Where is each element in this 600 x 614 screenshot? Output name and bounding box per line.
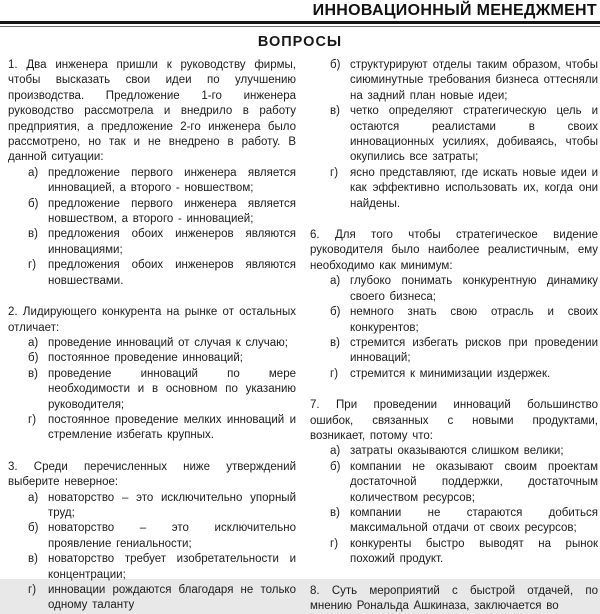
- answer-option: [310, 444, 598, 459]
- two-column-layout: [0, 50, 600, 614]
- answer-option: [8, 521, 296, 552]
- option-text: предложение первого инженера является инновацией, а второго - новшеством;: [48, 166, 296, 195]
- question-number: 6.: [310, 229, 320, 242]
- answer-option: [310, 305, 598, 336]
- option-label: б): [28, 197, 39, 210]
- answer-option: [8, 166, 296, 197]
- question-number: 8.: [310, 584, 320, 597]
- answer-option: [310, 506, 598, 537]
- option-text: глубоко понимать конкурентную динамику своего бизнеса;: [350, 275, 598, 303]
- answer-option: [310, 274, 598, 305]
- answer-option: [8, 367, 296, 413]
- option-text: предложения обоих инженеров являются инновациями;: [48, 228, 296, 256]
- answer-option: [8, 258, 296, 289]
- option-label: г): [28, 413, 37, 426]
- answer-option: [310, 460, 598, 506]
- answer-option: [8, 351, 296, 366]
- option-text: затраты оказываются слишком велики;: [350, 445, 564, 458]
- option-text: предложения обоих инженеров являются новшествами.: [48, 259, 296, 287]
- option-text: компании не стараются добиться максимальной отдачи от своих ресурсов;: [350, 506, 598, 535]
- question-intro: [310, 398, 598, 444]
- option-text: стремится избегать рисков при проведении инноваций;: [350, 336, 598, 365]
- option-label: в): [330, 506, 340, 519]
- question-block: [310, 398, 598, 567]
- question-text: При проведении инноваций большинство ошибок, связанных с новыми продуктами, возникает, потому что:: [310, 399, 598, 442]
- option-text: ясно представляют, где искать новые идеи и как эффективно использовать их, когда они найдены.: [350, 166, 598, 210]
- option-text: конкуренты быстро выводят на рынок похожий продукт.: [350, 537, 598, 566]
- option-label: б): [28, 352, 39, 365]
- question-number: 3.: [8, 460, 18, 473]
- question-intro: [310, 228, 598, 274]
- option-label: б): [28, 522, 39, 535]
- header-rule-thick-line: [0, 21, 600, 24]
- left-column: [8, 58, 296, 614]
- question-block: [8, 460, 296, 614]
- option-text: новаторство требует изобретательности и концентрации;: [48, 553, 296, 581]
- option-text: немного знать свою отрасль и своих конкурентов;: [350, 306, 598, 334]
- option-text: четко определяют стратегическую цель и остаются реалистами в своих инновационных усилиях, добиваясь, чтобы окупились все затраты;: [350, 105, 598, 164]
- question-intro: [8, 460, 296, 491]
- answer-option: [8, 583, 296, 614]
- option-label: г): [28, 259, 37, 272]
- question-text: Два инженера пришли к руководству фирмы, чтобы высказать свои идеи по улучшению производства. Предложение 1-го инженера руководство рассмотрела и внедрило в работу предприятия, а предложение 2-го инженера было рассмотрено, но так и не внедрено в работу. В данной ситуации:: [8, 59, 296, 164]
- right-column: [310, 58, 598, 614]
- question-intro: [8, 305, 296, 336]
- section-title: ВОПРОСЫ: [257, 34, 343, 50]
- option-label: в): [28, 553, 38, 566]
- option-label: а): [28, 166, 39, 179]
- option-text: проведение инноваций по мере необходимости и в основном по указанию руководителя;: [48, 367, 296, 411]
- answer-option: [8, 552, 296, 583]
- question-block: [8, 58, 296, 289]
- option-text: компании не оказывают своим проектам достаточной поддержки, достаточным количеством ресурсов;: [350, 460, 598, 504]
- option-label: в): [28, 228, 38, 241]
- answer-option: [8, 227, 296, 258]
- option-label: б): [330, 59, 341, 71]
- option-label: а): [330, 445, 341, 458]
- question-intro: [8, 58, 296, 166]
- option-label: а): [28, 491, 39, 504]
- question-text: Среди перечисленных ниже утверждений выберите неверное:: [8, 460, 296, 489]
- question-text: Для того чтобы стратегическое видение руководителя было наиболее реалистичным, ему необходимо как минимум:: [310, 229, 598, 272]
- option-label: в): [330, 105, 340, 118]
- answer-option: [310, 166, 598, 212]
- option-text: предложение первого инженера является новшеством, а второго - инновацией;: [48, 197, 296, 226]
- answer-option: [310, 367, 598, 382]
- option-text: стремится к минимизации издержек.: [350, 367, 551, 380]
- option-text: постоянное проведение инноваций;: [48, 352, 243, 365]
- question-number: 7.: [310, 399, 320, 412]
- answer-option: [310, 537, 598, 568]
- option-label: б): [330, 306, 341, 319]
- answer-option: [8, 197, 296, 228]
- option-text: инновации рождаются благодаря не только одному таланту: [48, 584, 296, 612]
- question-block: [310, 228, 598, 382]
- answer-option: [8, 491, 296, 522]
- option-text: структурируют отделы таким образом, чтобы сиюминутные требования бизнеса оттесняли на задний план новые идеи;: [350, 59, 598, 102]
- question-text: Суть мероприятий с быстрой отдачей, по мнению Рональда Ашкиназа, заключается во: [310, 584, 598, 612]
- option-label: г): [330, 367, 339, 380]
- question-block: [8, 305, 296, 444]
- header-rule-thin-line: [0, 26, 600, 27]
- answer-option: [310, 104, 598, 166]
- option-label: в): [330, 336, 340, 349]
- question-text: Лидирующего конкурента на рынке от остальных отличает:: [8, 306, 296, 334]
- option-label: а): [28, 336, 39, 349]
- option-text: проведение инноваций от случая к случаю;: [48, 336, 288, 349]
- option-text: новаторство – это исключительно упорный труд;: [48, 491, 296, 519]
- option-label: а): [330, 275, 341, 288]
- answer-option: [8, 336, 296, 351]
- options-continuation: [310, 58, 598, 212]
- question-number: 1.: [8, 59, 18, 71]
- question-block: [310, 584, 598, 614]
- option-label: б): [330, 460, 341, 473]
- page-title: ИННОВАЦИОННЫЙ МЕНЕДЖМЕНТ: [312, 2, 597, 19]
- option-label: г): [330, 537, 339, 550]
- option-text: постоянное проведение мелких инноваций и стремление избегать крупных.: [48, 413, 296, 442]
- question-intro: [310, 584, 598, 614]
- option-label: г): [28, 584, 37, 596]
- option-text: новаторство – это исключительно проявление гениальности;: [48, 522, 296, 550]
- header-rule: [0, 21, 600, 27]
- answer-option: [310, 336, 598, 367]
- option-label: г): [330, 166, 339, 179]
- option-label: в): [28, 367, 38, 380]
- question-number: 2.: [8, 306, 18, 319]
- answer-option: [8, 413, 296, 444]
- answer-option: [310, 58, 598, 104]
